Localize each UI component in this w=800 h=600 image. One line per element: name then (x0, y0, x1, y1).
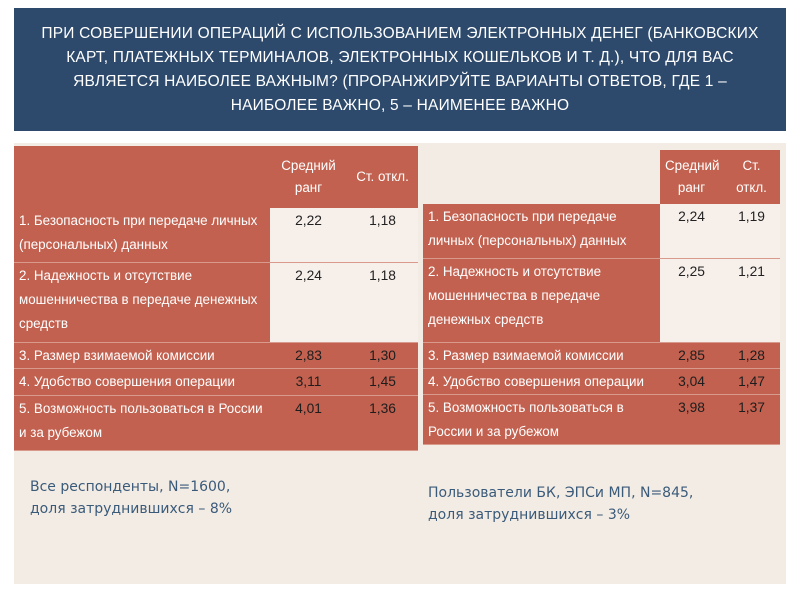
sample-note-users (428, 482, 693, 526)
ranking-table-all-respondents (14, 146, 418, 451)
header-empty-cell (14, 146, 270, 208)
sample-note-all-respondents (30, 476, 232, 520)
undecided-share-text: доля затруднившихся – 3% (428, 507, 631, 523)
sample-size-text: Пользователи БК, ЭПСи МП, N=845, (428, 485, 694, 501)
row-label: 1. Безопасность при передаче личных (персональных) данных (423, 204, 660, 258)
mean-rank-value: 2,83 (270, 342, 347, 368)
column-header-mean-rank: Средний ранг (270, 146, 347, 208)
mean-rank-value: 4,01 (270, 395, 347, 450)
mean-rank-value: 2,22 (270, 208, 347, 262)
row-label: 3. Размер взимаемой комиссии (423, 342, 660, 368)
row-label: 4. Удобство совершения операции (423, 368, 660, 394)
std-dev-value: 1,36 (347, 395, 418, 450)
table-row (14, 395, 418, 450)
row-label: 2. Надежность и отсутствие мошенничества в передаче денежных средств (14, 262, 270, 342)
std-dev-value: 1,30 (347, 342, 418, 368)
mean-rank-value: 2,85 (660, 342, 723, 368)
row-label: 5. Возможность пользоваться в России и за рубежом (14, 395, 270, 450)
sample-size-text: Все респонденты, N=1600, (30, 479, 231, 495)
table-header-row (423, 150, 780, 204)
std-dev-value: 1,19 (723, 204, 780, 258)
mean-rank-value: 2,24 (660, 204, 723, 258)
table-row (423, 204, 780, 258)
undecided-share-text: доля затруднившихся – 8% (30, 501, 233, 517)
column-header-std-dev: Ст. откл. (347, 146, 418, 208)
row-label: 5. Возможность пользоваться в России и за рубежом (423, 394, 660, 444)
std-dev-value: 1,21 (723, 258, 780, 342)
mean-rank-value: 3,98 (660, 394, 723, 444)
row-label: 3. Размер взимаемой комиссии (14, 342, 270, 368)
std-dev-value: 1,37 (723, 394, 780, 444)
std-dev-value: 1,45 (347, 368, 418, 395)
ranking-table-users (423, 150, 780, 445)
row-label: 2. Надежность и отсутствие мошенничества в передаче денежных средств (423, 258, 660, 342)
table-header-row (14, 146, 418, 208)
slide-title: ПРИ СОВЕРШЕНИИ ОПЕРАЦИЙ С ИСПОЛЬЗОВАНИЕМ ЭЛЕКТРОННЫХ ДЕНЕГ (БАНКОВСКИХ КАРТ, ПЛАТЕЖНЫХ ТЕРМИНАЛОВ, ЭЛЕКТРОННЫХ КОШЕЛЬКОВ И Т. Д.), ЧТО ДЛЯ ВАС ЯВЛЯЕТСЯ НАИБОЛЕЕ ВАЖНЫМ? (ПРОРАНЖИРУЙТЕ ВАРИАНТЫ ОТВЕТОВ, ГДЕ 1 – НАИБОЛЕЕ ВАЖНО, 5 – НАИМЕНЕЕ ВАЖНО (41, 24, 759, 114)
title-banner (14, 8, 786, 131)
table-row (423, 342, 780, 368)
table-row (423, 368, 780, 394)
mean-rank-value: 3,11 (270, 368, 347, 395)
std-dev-value: 1,28 (723, 342, 780, 368)
column-header-std-dev: Ст. откл. (723, 150, 780, 204)
mean-rank-value: 2,25 (660, 258, 723, 342)
std-dev-value: 1,18 (347, 262, 418, 342)
table-row (14, 208, 418, 262)
table-row (14, 342, 418, 368)
mean-rank-value: 3,04 (660, 368, 723, 394)
row-label: 4. Удобство совершения операции (14, 368, 270, 395)
table-row (14, 262, 418, 342)
row-label: 1. Безопасность при передаче личных (персональных) данных (14, 208, 270, 262)
table-row (423, 258, 780, 342)
header-empty-cell (423, 150, 660, 204)
column-header-mean-rank: Средний ранг (660, 150, 723, 204)
std-dev-value: 1,47 (723, 368, 780, 394)
mean-rank-value: 2,24 (270, 262, 347, 342)
std-dev-value: 1,18 (347, 208, 418, 262)
table-row (423, 394, 780, 444)
table-row (14, 368, 418, 395)
